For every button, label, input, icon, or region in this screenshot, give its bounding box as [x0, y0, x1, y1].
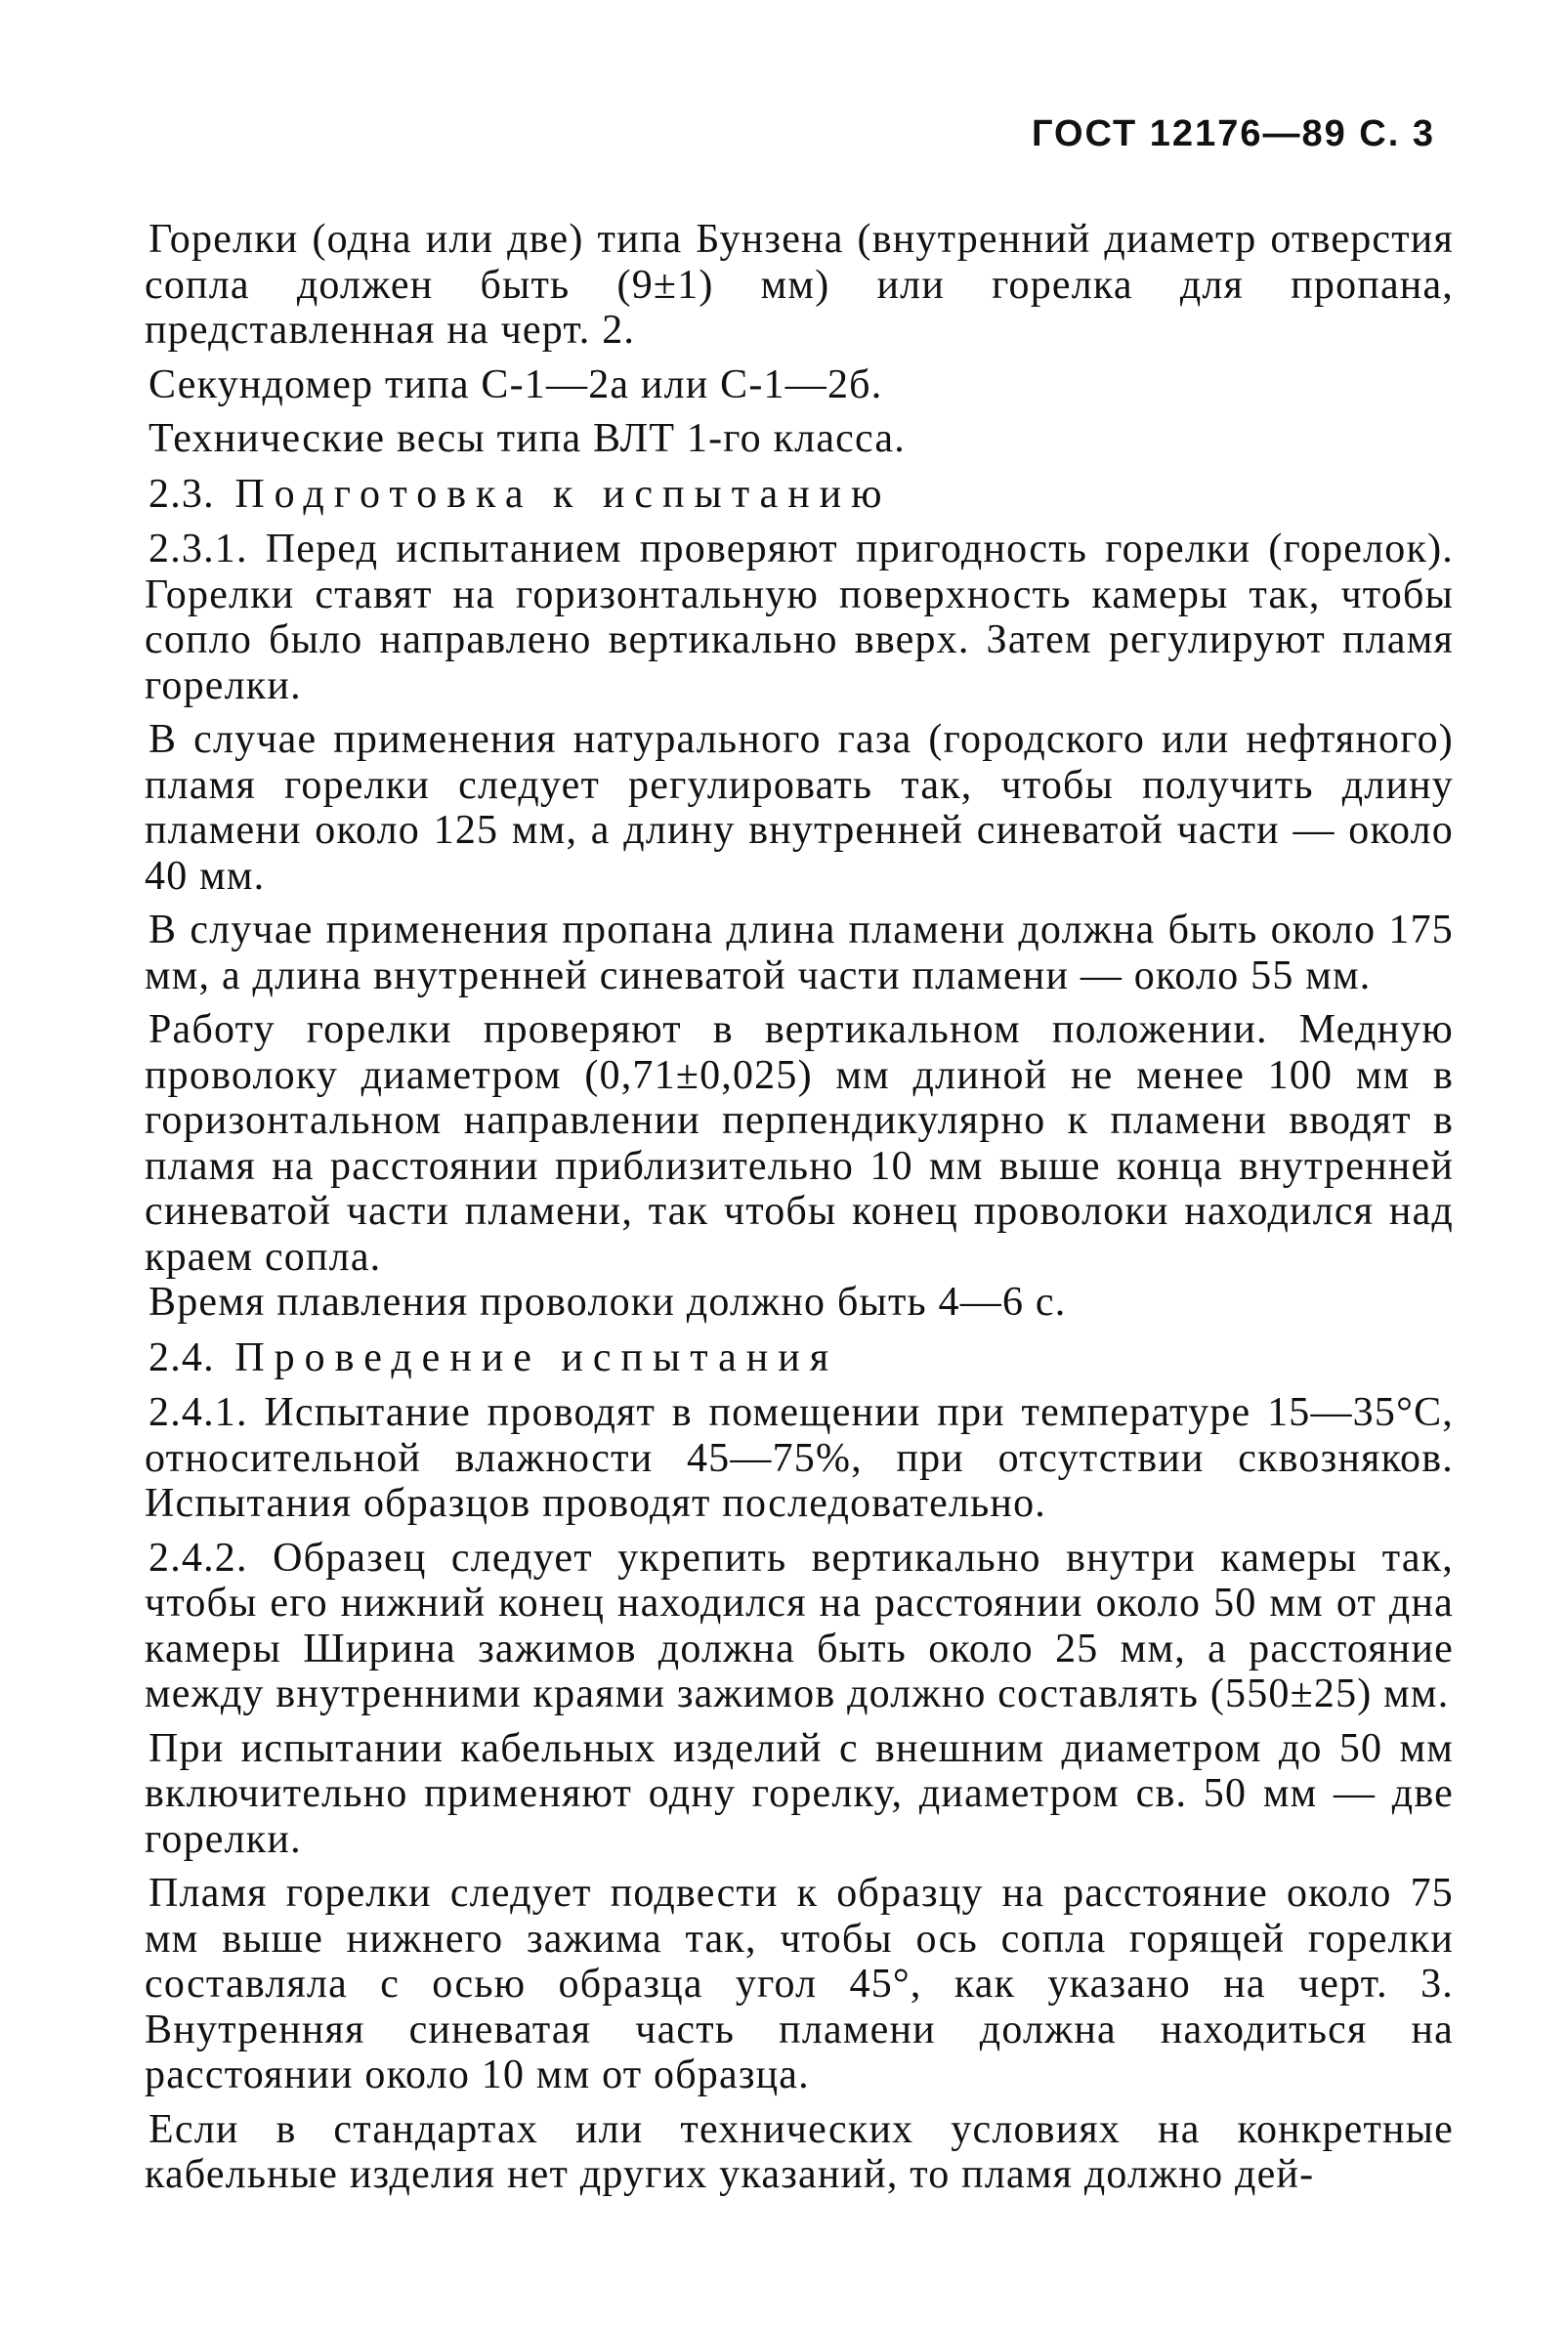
section-heading-testing	[145, 1335, 1454, 1381]
section-heading-preparation	[145, 472, 1454, 518]
paragraph-scales: Технические весы типа ВЛТ 1-го класса.	[148, 416, 906, 461]
paragraph-flame-position: Пламя горелки следует подвести к образцу на расстояние около 75 мм выше нижнего зажима так, чтобы ось сопла горящей горелки составляла с осью образца угол 45°, как указано на черт. 3. Внутренняя синеватая часть пламени должна находиться на расстоянии около 10 мм от образца.	[145, 1871, 1454, 2097]
paragraph-stopwatch: Секундомер типа С-1—2а или С-1—2б.	[148, 361, 883, 407]
section-number: 2.3.	[148, 471, 215, 517]
section-title: Проведение испытания	[234, 1334, 839, 1380]
paragraph-burner-check: Работу горелки проверяют в вертикальном положении. Медную проволоку диаметром (0,71±0,025) мм длиной не менее 100 мм в горизонтальном направлении перпендикулярно к пламени вводят в пламя на расстоянии приблизительно 10 мм выше конца внутренней синеватой части пламени, так чтобы конец проволоки находился над краем сопла.	[145, 1007, 1454, 1280]
paragraph-melting-time: Время плавления проволоки должно быть 4—6 с.	[148, 1280, 1067, 1325]
paragraph-natural-gas: В случае применения натурального газа (городского или нефтяного) пламя горелки следует регулировать так, чтобы получить длину пламени около 125 мм, а длину внутренней синеватой части — около 40 мм.	[145, 717, 1454, 899]
paragraph-flame-duration: Если в стандартах или технических условиях на конкретные кабельные изделия нет других указаний, то пламя должно дей-	[145, 2106, 1454, 2197]
paragraph-burners: Горелки (одна или две) типа Бунзена (внутренний диаметр отверстия сопла должен быть (9±1) мм) или горелка для пропана, представленная на черт. 2.	[145, 217, 1454, 353]
section-title: Подготовка к испытанию	[234, 471, 892, 517]
paragraph-propane: В случае применения пропана длина пламени должна быть около 175 мм, а длина внутренней синеватой части пламени — около 55 мм.	[145, 908, 1454, 998]
document-body	[145, 217, 1454, 2198]
paragraph-2-3-1: 2.3.1. Перед испытанием проверяют пригодность горелки (горелок). Горелки ставят на горизонтальную поверхность камеры так, чтобы сопло было направлено вертикально вверх. Затем регулируют пламя горелки.	[145, 527, 1454, 708]
paragraph-2-4-1: 2.4.1. Испытание проводят в помещении при температуре 15—35°С, относительной влажности 45—75%, при отсутствии сквозняков. Испытания образцов проводят последовательно.	[145, 1390, 1454, 1526]
page-header-standard-code: ГОСТ 12176—89 С. 3	[1031, 113, 1435, 154]
section-number: 2.4.	[148, 1334, 215, 1380]
paragraph-cable-diameter: При испытании кабельных изделий с внешним диаметром до 50 мм включительно применяют одну горелку, диаметром св. 50 мм — две горелки.	[145, 1725, 1454, 1862]
paragraph-2-4-2: 2.4.2. Образец следует укрепить вертикально внутри камеры так, чтобы его нижний конец находился на расстоянии около 50 мм от дна камеры Ширина зажимов должна быть около 25 мм, а расстояние между внутренними краями зажимов должно составлять (550±25) мм.	[145, 1535, 1454, 1716]
